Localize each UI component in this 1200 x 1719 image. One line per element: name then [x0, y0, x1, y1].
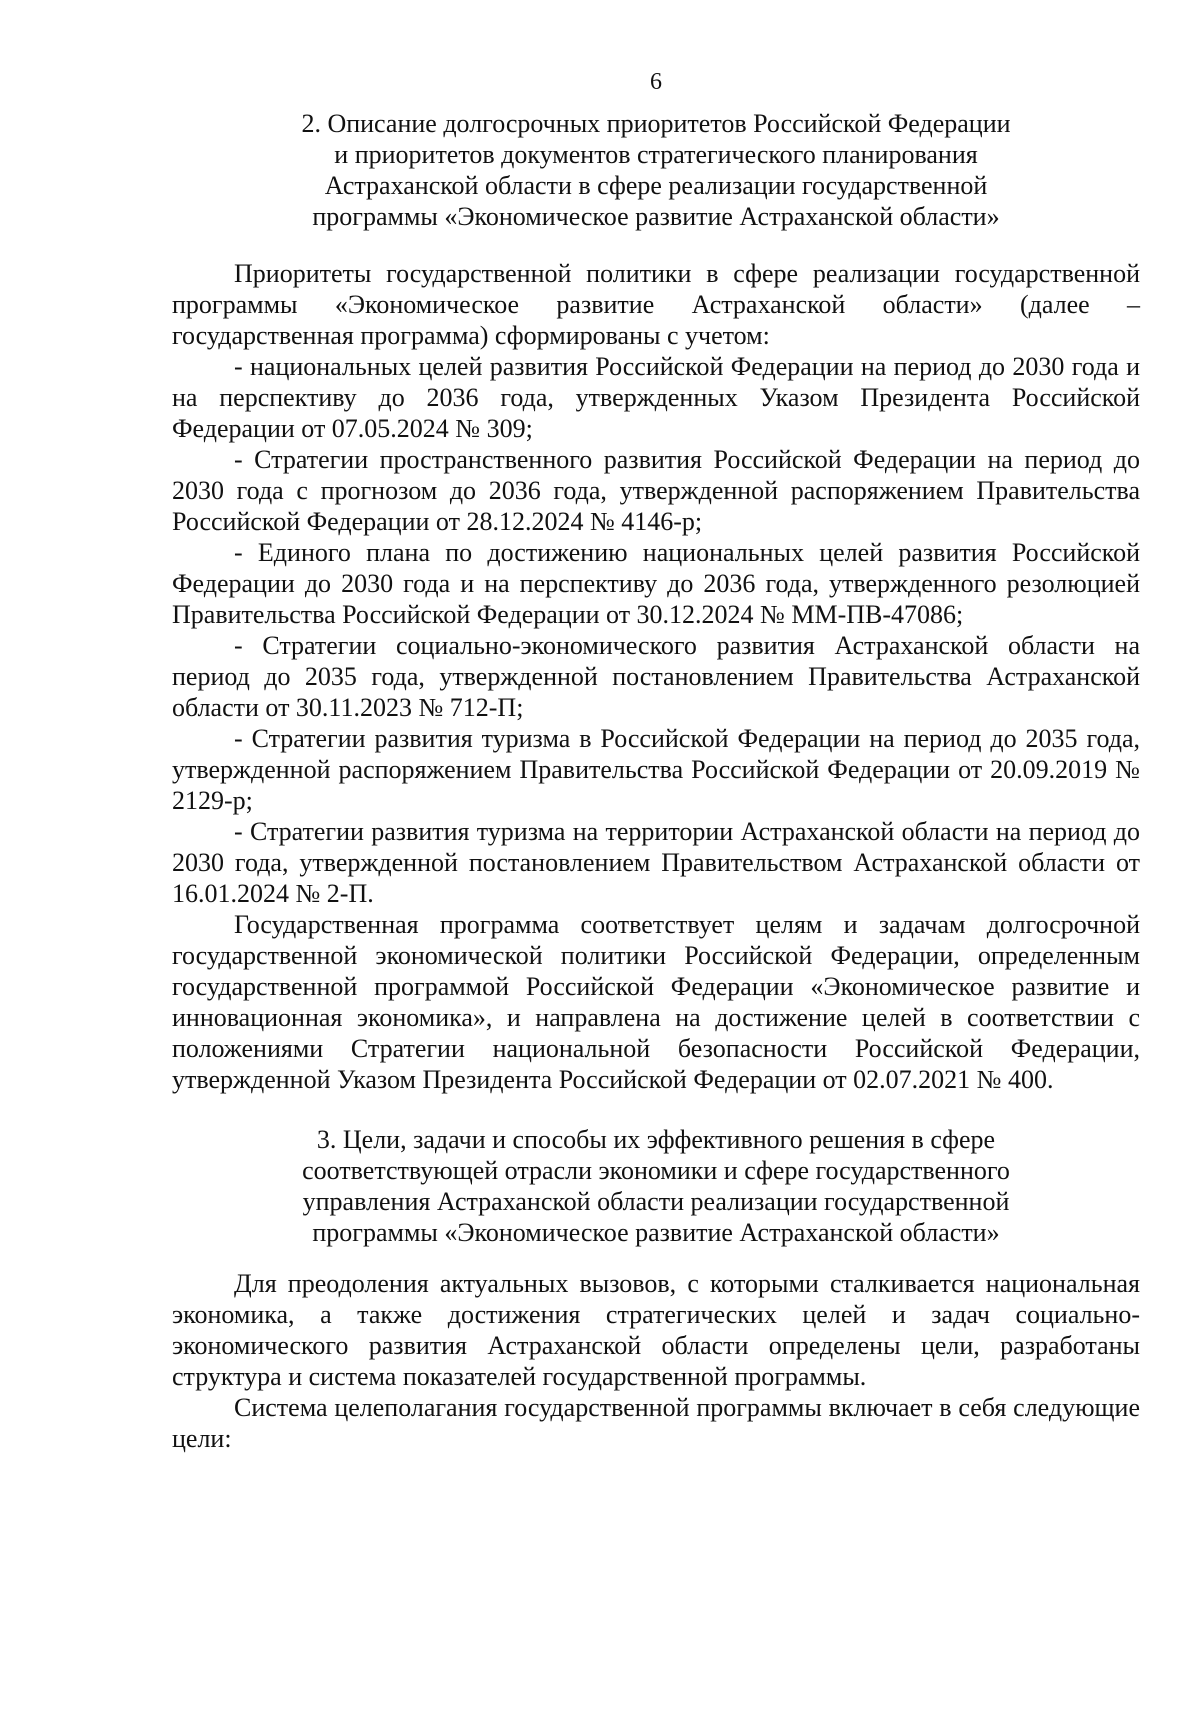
list-item-spatial-strategy: - Стратегии пространственного развития Российской Федерации на период до 2030 года с прогнозом до 2036 года, утвержденной распоряжением Правительства Российской Федерации от 28.12.2024 № 4146-р;: [172, 445, 1140, 536]
compliance-paragraph: Государственная программа соответствует целям и задачам долгосрочной государственной экономической политики Российской Федерации, определенным государственной программой Российской Федерации «Экономическое развитие и инновационная экономика», и направлена на достижение целей в соответствии с положениями Стратегии национальной безопасности Российской Федерации, утвержденной Указом Президента Российской Федерации от 02.07.2021 № 400.: [172, 910, 1140, 1094]
section-3-body: [172, 1268, 1140, 1454]
section-2-heading: [170, 108, 1142, 232]
challenges-paragraph: Для преодоления актуальных вызовов, с которыми сталкивается национальная экономика, а также достижения стратегических целей и задач социально-экономического развития Астраханской области определены цели, разработаны структура и система показателей государственной программы.: [172, 1269, 1140, 1391]
list-item-regional-strategy: - Стратегии социально-экономического развития Астраханской области на период до 2035 года, утвержденной постановлением Правительства Астраханской области от 30.11.2023 № 712-П;: [172, 631, 1140, 722]
list-item-unified-plan: - Единого плана по достижению национальных целей развития Российской Федерации до 2030 года и на перспективу до 2036 года, утвержденного резолюцией Правительства Российской Федерации от 30.12.2024 № ММ-ПВ-47086;: [172, 538, 1140, 629]
section-2-heading-line: Астраханской области в сфере реализации государственной: [324, 171, 988, 200]
goals-intro-paragraph: Система целеполагания государственной программы включает в себя следующие цели:: [172, 1393, 1140, 1453]
section-2-body: [172, 258, 1140, 1095]
list-item-tourism-strategy-region: - Стратегии развития туризма на территории Астраханской области на период до 2030 года, утвержденной постановлением Правительством Астраханской области от 16.01.2024 № 2-П.: [172, 817, 1140, 908]
section-3-heading-line: соответствующей отрасли экономики и сфере государственного: [302, 1156, 1010, 1185]
section-3-heading-line: программы «Экономическое развитие Астраханской области»: [312, 1218, 1000, 1247]
list-item-tourism-strategy-rf: - Стратегии развития туризма в Российской Федерации на период до 2035 года, утвержденной распоряжением Правительства Российской Федерации от 20.09.2019 № 2129-р;: [172, 724, 1140, 815]
section-3-heading-line: управления Астраханской области реализации государственной: [302, 1187, 1010, 1216]
section-2-heading-line: 2. Описание долгосрочных приоритетов Российской Федерации: [301, 109, 1011, 138]
section-3-heading: [170, 1124, 1142, 1248]
section-3-heading-line: 3. Цели, задачи и способы их эффективного решения в сфере: [316, 1125, 996, 1154]
intro-paragraph: Приоритеты государственной политики в сфере реализации государственной программы «Экономическое развитие Астраханской области» (далее – государственная программа) сформированы с учетом:: [172, 259, 1140, 350]
section-2-heading-line: и приоритетов документов стратегического планирования: [334, 140, 978, 169]
list-item-national-goals: - национальных целей развития Российской Федерации на период до 2030 года и на перспективу до 2036 года, утвержденных Указом Президента Российской Федерации от 07.05.2024 № 309;: [172, 352, 1140, 443]
page-number: 6: [650, 69, 662, 95]
section-2-heading-line: программы «Экономическое развитие Астраханской области»: [312, 202, 1000, 231]
